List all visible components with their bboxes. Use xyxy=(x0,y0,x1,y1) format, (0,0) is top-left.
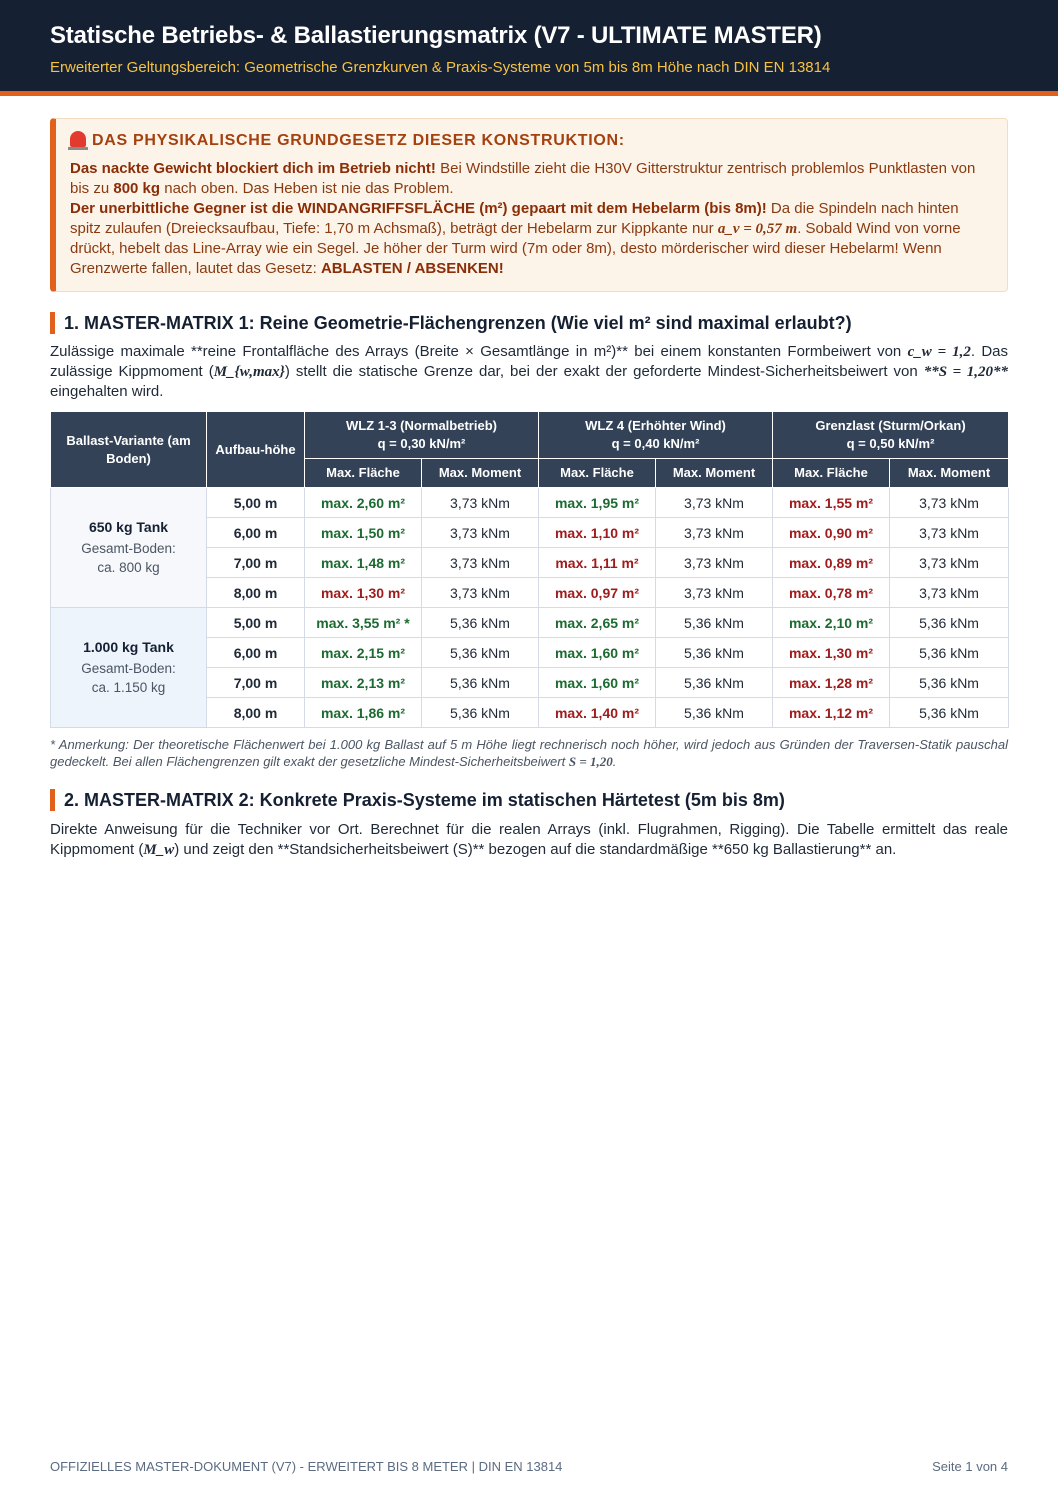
subheader-area: Max. Fläche xyxy=(305,459,422,488)
table-row xyxy=(51,608,1009,638)
variant-detail: ca. 800 kg xyxy=(97,560,160,575)
max-area-cell: max. 2,13 m² xyxy=(305,668,422,698)
section-1-intro: Zulässige maximale **reine Frontalfläche des Arrays (Breite × Gesamtlänge in m²)** bei einem konstanten Formbeiwert von c_w = 1,2. Das zulässige Kippmoment (M_{w,max}) stellt die statische Grenze dar, bei der exakt der geforderte Mindest-Sicherheitsbeiwert von **S = 1,20** eingehalten wird. xyxy=(50,343,1008,400)
section-2 xyxy=(50,789,1008,860)
max-moment-cell: 3,73 kNm xyxy=(422,578,539,608)
max-area-cell: max. 2,15 m² xyxy=(305,638,422,668)
max-area-cell: max. 2,65 m² xyxy=(539,608,656,638)
max-area-cell: max. 1,55 m² xyxy=(773,488,890,518)
subheader-moment: Max. Moment xyxy=(422,459,539,488)
height-cell: 6,00 m xyxy=(207,518,305,548)
page-footer xyxy=(50,1459,1008,1474)
max-area-cell: max. 1,86 m² xyxy=(305,698,422,728)
max-moment-cell: 5,36 kNm xyxy=(890,638,1009,668)
alert-title: DAS PHYSIKALISCHE GRUNDGESETZ DIESER KONSTRUKTION: xyxy=(70,131,989,151)
alert-paragraph-2: Der unerbittliche Gegner ist die WINDANGRIFFSFLÄCHE (m²) gepaart mit dem Hebelarm (bis 8m)! Da die Spindeln nach hinten spitz zulaufen (Dreiecksaufbau, Tiefe: 1,70 m Achsmaß), beträgt der Hebelarm zur Kippkante nur a_v = 0,57 m. Sobald Wind von vorne drückt, hebelt das Line-Array wie ein Segel. Je höher der Turm wird (7m oder 8m), desto mörderischer wird dieser Hebelarm! Wenn Grenzwerte fallen, lautet das Gesetz: ABLASTEN / ABSENKEN! xyxy=(70,200,961,277)
max-area-cell: max. 0,78 m² xyxy=(773,578,890,608)
header-height: Aufbau-höhe xyxy=(207,412,305,488)
max-area-cell: max. 1,10 m² xyxy=(539,518,656,548)
section-2-intro: Direkte Anweisung für die Techniker vor Ort. Berechnet für die realen Arrays (inkl. Flugrahmen, Rigging). Die Tabelle ermittelt das reale Kippmoment (M_w) und zeigt den **Standsicherheitsbeiwert (S)** bezogen auf die standardmäßige **650 kg Ballastierung** an. xyxy=(50,821,1008,858)
subheader-moment: Max. Moment xyxy=(656,459,773,488)
max-area-cell: max. 2,10 m² xyxy=(773,608,890,638)
max-area-cell: max. 1,12 m² xyxy=(773,698,890,728)
ballast-variant-cell xyxy=(51,608,207,728)
variant-name: 650 kg Tank xyxy=(88,519,169,535)
max-moment-cell: 3,73 kNm xyxy=(656,518,773,548)
footer-page-number: Seite 1 von 4 xyxy=(932,1459,1008,1474)
header-variant: Ballast-Variante (am Boden) xyxy=(51,412,207,488)
max-area-cell: max. 1,28 m² xyxy=(773,668,890,698)
variant-detail: ca. 1.150 kg xyxy=(91,680,166,695)
max-moment-cell: 5,36 kNm xyxy=(422,668,539,698)
page-header xyxy=(0,0,1058,96)
max-area-cell: max. 1,48 m² xyxy=(305,548,422,578)
subheader-area: Max. Fläche xyxy=(773,459,890,488)
alert-paragraph-1: Das nackte Gewicht blockiert dich im Betrieb nicht! Bei Windstille zieht die H30V Gitterstruktur zentrisch problemlos Punktlasten von bis zu 800 kg nach oben. Das Heben ist nie das Problem. xyxy=(70,160,976,197)
max-moment-cell: 3,73 kNm xyxy=(656,548,773,578)
section-1-heading: 1. MASTER-MATRIX 1: Reine Geometrie-Flächengrenzen (Wie viel m² sind maximal erlaubt?) xyxy=(50,312,1008,334)
max-moment-cell: 5,36 kNm xyxy=(422,638,539,668)
page-subtitle: Erweiterter Geltungsbereich: Geometrische Grenzkurven & Praxis-Systeme von 5m bis 8m Höhe nach DIN EN 13814 xyxy=(50,59,831,76)
max-moment-cell: 5,36 kNm xyxy=(890,608,1009,638)
header-group-wlz4: WLZ 4 (Erhöhter Wind) q = 0,40 kN/m² xyxy=(539,412,773,459)
section-1 xyxy=(50,312,1008,770)
height-cell: 7,00 m xyxy=(207,668,305,698)
page-title: Statische Betriebs- & Ballastierungsmatrix (V7 - ULTIMATE MASTER) xyxy=(50,22,822,49)
max-moment-cell: 3,73 kNm xyxy=(890,548,1009,578)
matrix-body xyxy=(51,488,1009,728)
max-area-cell: max. 0,90 m² xyxy=(773,518,890,548)
max-moment-cell: 3,73 kNm xyxy=(890,578,1009,608)
max-area-cell: max. 2,60 m² xyxy=(305,488,422,518)
height-cell: 7,00 m xyxy=(207,548,305,578)
variant-name: 1.000 kg Tank xyxy=(83,639,174,655)
max-moment-cell: 3,73 kNm xyxy=(890,518,1009,548)
max-area-cell: max. 3,55 m² * xyxy=(305,608,422,638)
max-moment-cell: 3,73 kNm xyxy=(422,548,539,578)
height-cell: 5,00 m xyxy=(207,608,305,638)
subheader-area: Max. Fläche xyxy=(539,459,656,488)
footer-left: OFFIZIELLES MASTER-DOKUMENT (V7) - ERWEITERT BIS 8 METER | DIN EN 13814 xyxy=(50,1459,563,1474)
max-moment-cell: 5,36 kNm xyxy=(890,668,1009,698)
height-cell: 6,00 m xyxy=(207,638,305,668)
height-cell: 5,00 m xyxy=(207,488,305,518)
max-moment-cell: 3,73 kNm xyxy=(422,518,539,548)
subheader-moment: Max. Moment xyxy=(890,459,1009,488)
alert-box xyxy=(50,118,1008,292)
ballast-variant-cell xyxy=(51,488,207,608)
max-area-cell: max. 1,30 m² xyxy=(305,578,422,608)
height-cell: 8,00 m xyxy=(207,698,305,728)
header-group-wlz13: WLZ 1-3 (Normalbetrieb) q = 0,30 kN/m² xyxy=(305,412,539,459)
table-row xyxy=(51,488,1009,518)
max-moment-cell: 5,36 kNm xyxy=(656,638,773,668)
table-footnote: * Anmerkung: Der theoretische Flächenwert bei 1.000 kg Ballast auf 5 m Höhe liegt rechnerisch noch höher, wird jedoch aus Gründen der Traversen-Statik pauschal gedeckelt. Bei allen Flächengrenzen gilt exakt der gesetzliche Mindest-Sicherheitsbeiwert S = 1,20. xyxy=(50,737,1008,769)
max-moment-cell: 3,73 kNm xyxy=(656,488,773,518)
max-area-cell: max. 1,60 m² xyxy=(539,668,656,698)
max-moment-cell: 5,36 kNm xyxy=(656,668,773,698)
max-moment-cell: 3,73 kNm xyxy=(890,488,1009,518)
max-area-cell: max. 1,30 m² xyxy=(773,638,890,668)
max-area-cell: max. 1,95 m² xyxy=(539,488,656,518)
max-moment-cell: 5,36 kNm xyxy=(890,698,1009,728)
max-moment-cell: 5,36 kNm xyxy=(656,698,773,728)
height-cell: 8,00 m xyxy=(207,578,305,608)
siren-icon xyxy=(70,131,86,147)
max-moment-cell: 5,36 kNm xyxy=(422,608,539,638)
max-area-cell: max. 1,60 m² xyxy=(539,638,656,668)
max-area-cell: max. 1,40 m² xyxy=(539,698,656,728)
max-area-cell: max. 0,97 m² xyxy=(539,578,656,608)
max-moment-cell: 5,36 kNm xyxy=(422,698,539,728)
max-area-cell: max. 1,11 m² xyxy=(539,548,656,578)
header-group-grenzlast: Grenzlast (Sturm/Orkan) q = 0,50 kN/m² xyxy=(773,412,1009,459)
section-2-heading: 2. MASTER-MATRIX 2: Konkrete Praxis-Systeme im statischen Härtetest (5m bis 8m) xyxy=(50,789,1008,811)
max-area-cell: max. 1,50 m² xyxy=(305,518,422,548)
max-area-cell: max. 0,89 m² xyxy=(773,548,890,578)
variant-detail: Gesamt-Boden: xyxy=(81,661,176,676)
max-moment-cell: 3,73 kNm xyxy=(656,578,773,608)
variant-detail: Gesamt-Boden: xyxy=(81,541,176,556)
max-moment-cell: 5,36 kNm xyxy=(656,608,773,638)
max-moment-cell: 3,73 kNm xyxy=(422,488,539,518)
geometry-matrix-table xyxy=(50,411,1009,728)
